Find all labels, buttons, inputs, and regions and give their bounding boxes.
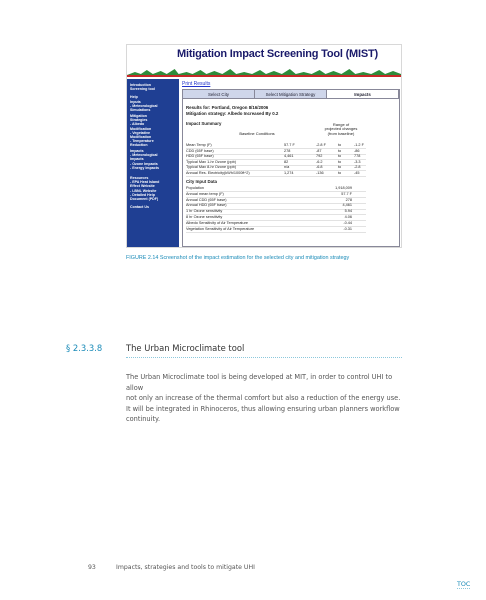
results-location-line: Results for: Portland, Oregon 8/16/2006 [186,105,269,110]
city-input-title: City Input Data [186,179,217,184]
city-input-label: 1 hr Ozone sensitivity [186,209,223,214]
sidebar-item-resources[interactable]: Resources - EPA Heat Island Effect Website - LBNL Website - Detailed Help Document (PDF) [130,176,160,202]
impact-label: HDD (65F base) [186,154,214,159]
body-line: It will be integrated in Rhinoceros, thus allowing ensuring urban planners workflow [126,404,400,413]
impact-range-low: -6.8 [316,165,323,170]
city-skyline-graphic [127,67,401,77]
section-divider [126,357,402,358]
mist-title: Mitigation Impact Screening Tool (MIST) [177,48,378,60]
results-strategy-line: Mitigation strategy: Albedo Increased By 0.2 [186,111,279,116]
city-input-value: 278 [345,197,352,202]
city-input-value: 5.94 [344,209,352,214]
mist-results-body [182,99,400,247]
tab-select-strategy[interactable]: Select Mitigation Strategy [255,90,327,98]
mist-header [127,45,401,79]
city-input-label: Vegetation Sensitivity of Air Temperature [186,226,255,231]
impact-baseline: n/a [284,165,290,170]
city-input-value: 57.7 F [341,191,352,196]
body-line: The Urban Microclimate tool is being developed at MIT, in order to control UHI to allow [126,373,393,392]
impact-range-high: -45 [354,171,360,175]
body-line: continuity. [126,415,161,424]
sidebar-item-contact[interactable]: Contact Us [130,205,149,209]
toc-link[interactable]: TOC [457,580,471,588]
sidebar-item-help[interactable]: Help [130,95,138,99]
impact-range-high: 778 [354,154,361,159]
impact-baseline: 1,274 [284,171,294,175]
city-input-label: Population [186,186,204,190]
city-input-value: 1,918,009 [335,186,352,190]
city-input-value: -0.31 [343,226,352,231]
impact-baseline: 82 [284,159,289,164]
baseline-header: Baseline Conditions [239,131,275,136]
impact-label: Mean Temp (F) [186,143,212,147]
city-input-value: -0.44 [343,220,352,225]
impact-range-high: -2.8 [354,165,361,170]
figure-caption: FIGURE 2.14 Screenshot of the impact estimation for the selected city and mitigation strategy [126,255,350,261]
tab-select-city[interactable]: Select City [183,90,255,98]
sidebar-item-impacts[interactable]: Impacts - Meteorological Impacts - Ozone Impacts - Energy Impacts [130,149,159,170]
impact-range-high: -3.3 [354,159,361,164]
city-input-label: Annual mean temp (F) [186,191,224,196]
sidebar-item-strategies[interactable]: Mitigation Strategies - Albedo Modification - Vegetative Modification - Temperature Reduction [130,114,154,148]
impact-label: CDD (65F base) [186,148,214,153]
impact-range-low: -6.2 [316,159,323,164]
impact-label: Typical Max 8-hr Ozone (ppb) [186,165,237,170]
impact-label: Typical Max 1-hr Ozone (ppb) [186,159,237,164]
impact-baseline: 57.7 F [284,143,295,147]
body-paragraph [126,372,408,425]
impact-range-to: to [338,148,342,153]
city-input-label: Annual HDD (65F base) [186,203,227,208]
impact-range-to: to [338,171,342,175]
impact-label: Annual Res. Electricity(kWh/1000ft^2) [186,171,250,175]
impact-range-to: to [338,159,342,164]
impact-range-to: to [338,143,342,147]
sidebar-item-inputs[interactable]: Inputs - Meteorological Simulations [130,100,158,113]
range-header: Range of projected changes (from baseline) [324,122,358,136]
impact-baseline: 4,461 [284,154,294,159]
row-divider [186,176,366,177]
impact-summary-title: Impact Summary [186,121,222,126]
section-number: § 2.3.3.8 [66,343,103,353]
impact-range-low: -2.8 F [316,143,326,147]
city-input-value: 4,461 [342,203,352,208]
city-input-label: Albedo Sensitivity of Air Temperature [186,220,248,225]
impact-range-low: -136 [316,171,324,175]
city-input-label: 8 hr Ozone sensitivity [186,215,223,219]
section-title: The Urban Microclimate tool [126,343,245,353]
body-line: not only an increase of the thermal comfort but also a reduction of the energy use. [126,394,401,403]
city-input-label: Annual CDD (65F base) [186,197,227,202]
mist-sidebar [127,79,179,248]
mist-screenshot-figure [126,44,402,248]
running-title: Impacts, strategies and tools to mitigate UHI [116,564,255,571]
print-results-link[interactable]: Print Results [182,81,211,87]
mist-tab-bar [182,89,400,99]
impact-range-to: to [338,154,342,159]
city-input-value: 4.06 [344,215,352,219]
mist-main-panel [179,79,402,248]
impact-range-low: 792 [316,154,323,159]
impact-range-low: -87 [316,148,322,153]
row-divider [186,232,366,233]
impact-range-high: -86 [354,148,360,153]
tab-impacts[interactable]: Impacts [327,90,399,98]
impact-range-to: to [338,165,342,170]
page-number: 93 [88,564,96,571]
impact-range-high: -1.2 F [354,143,364,147]
impact-baseline: 278 [284,148,291,153]
sidebar-item-introduction[interactable]: Introduction Screening tool [130,83,155,92]
